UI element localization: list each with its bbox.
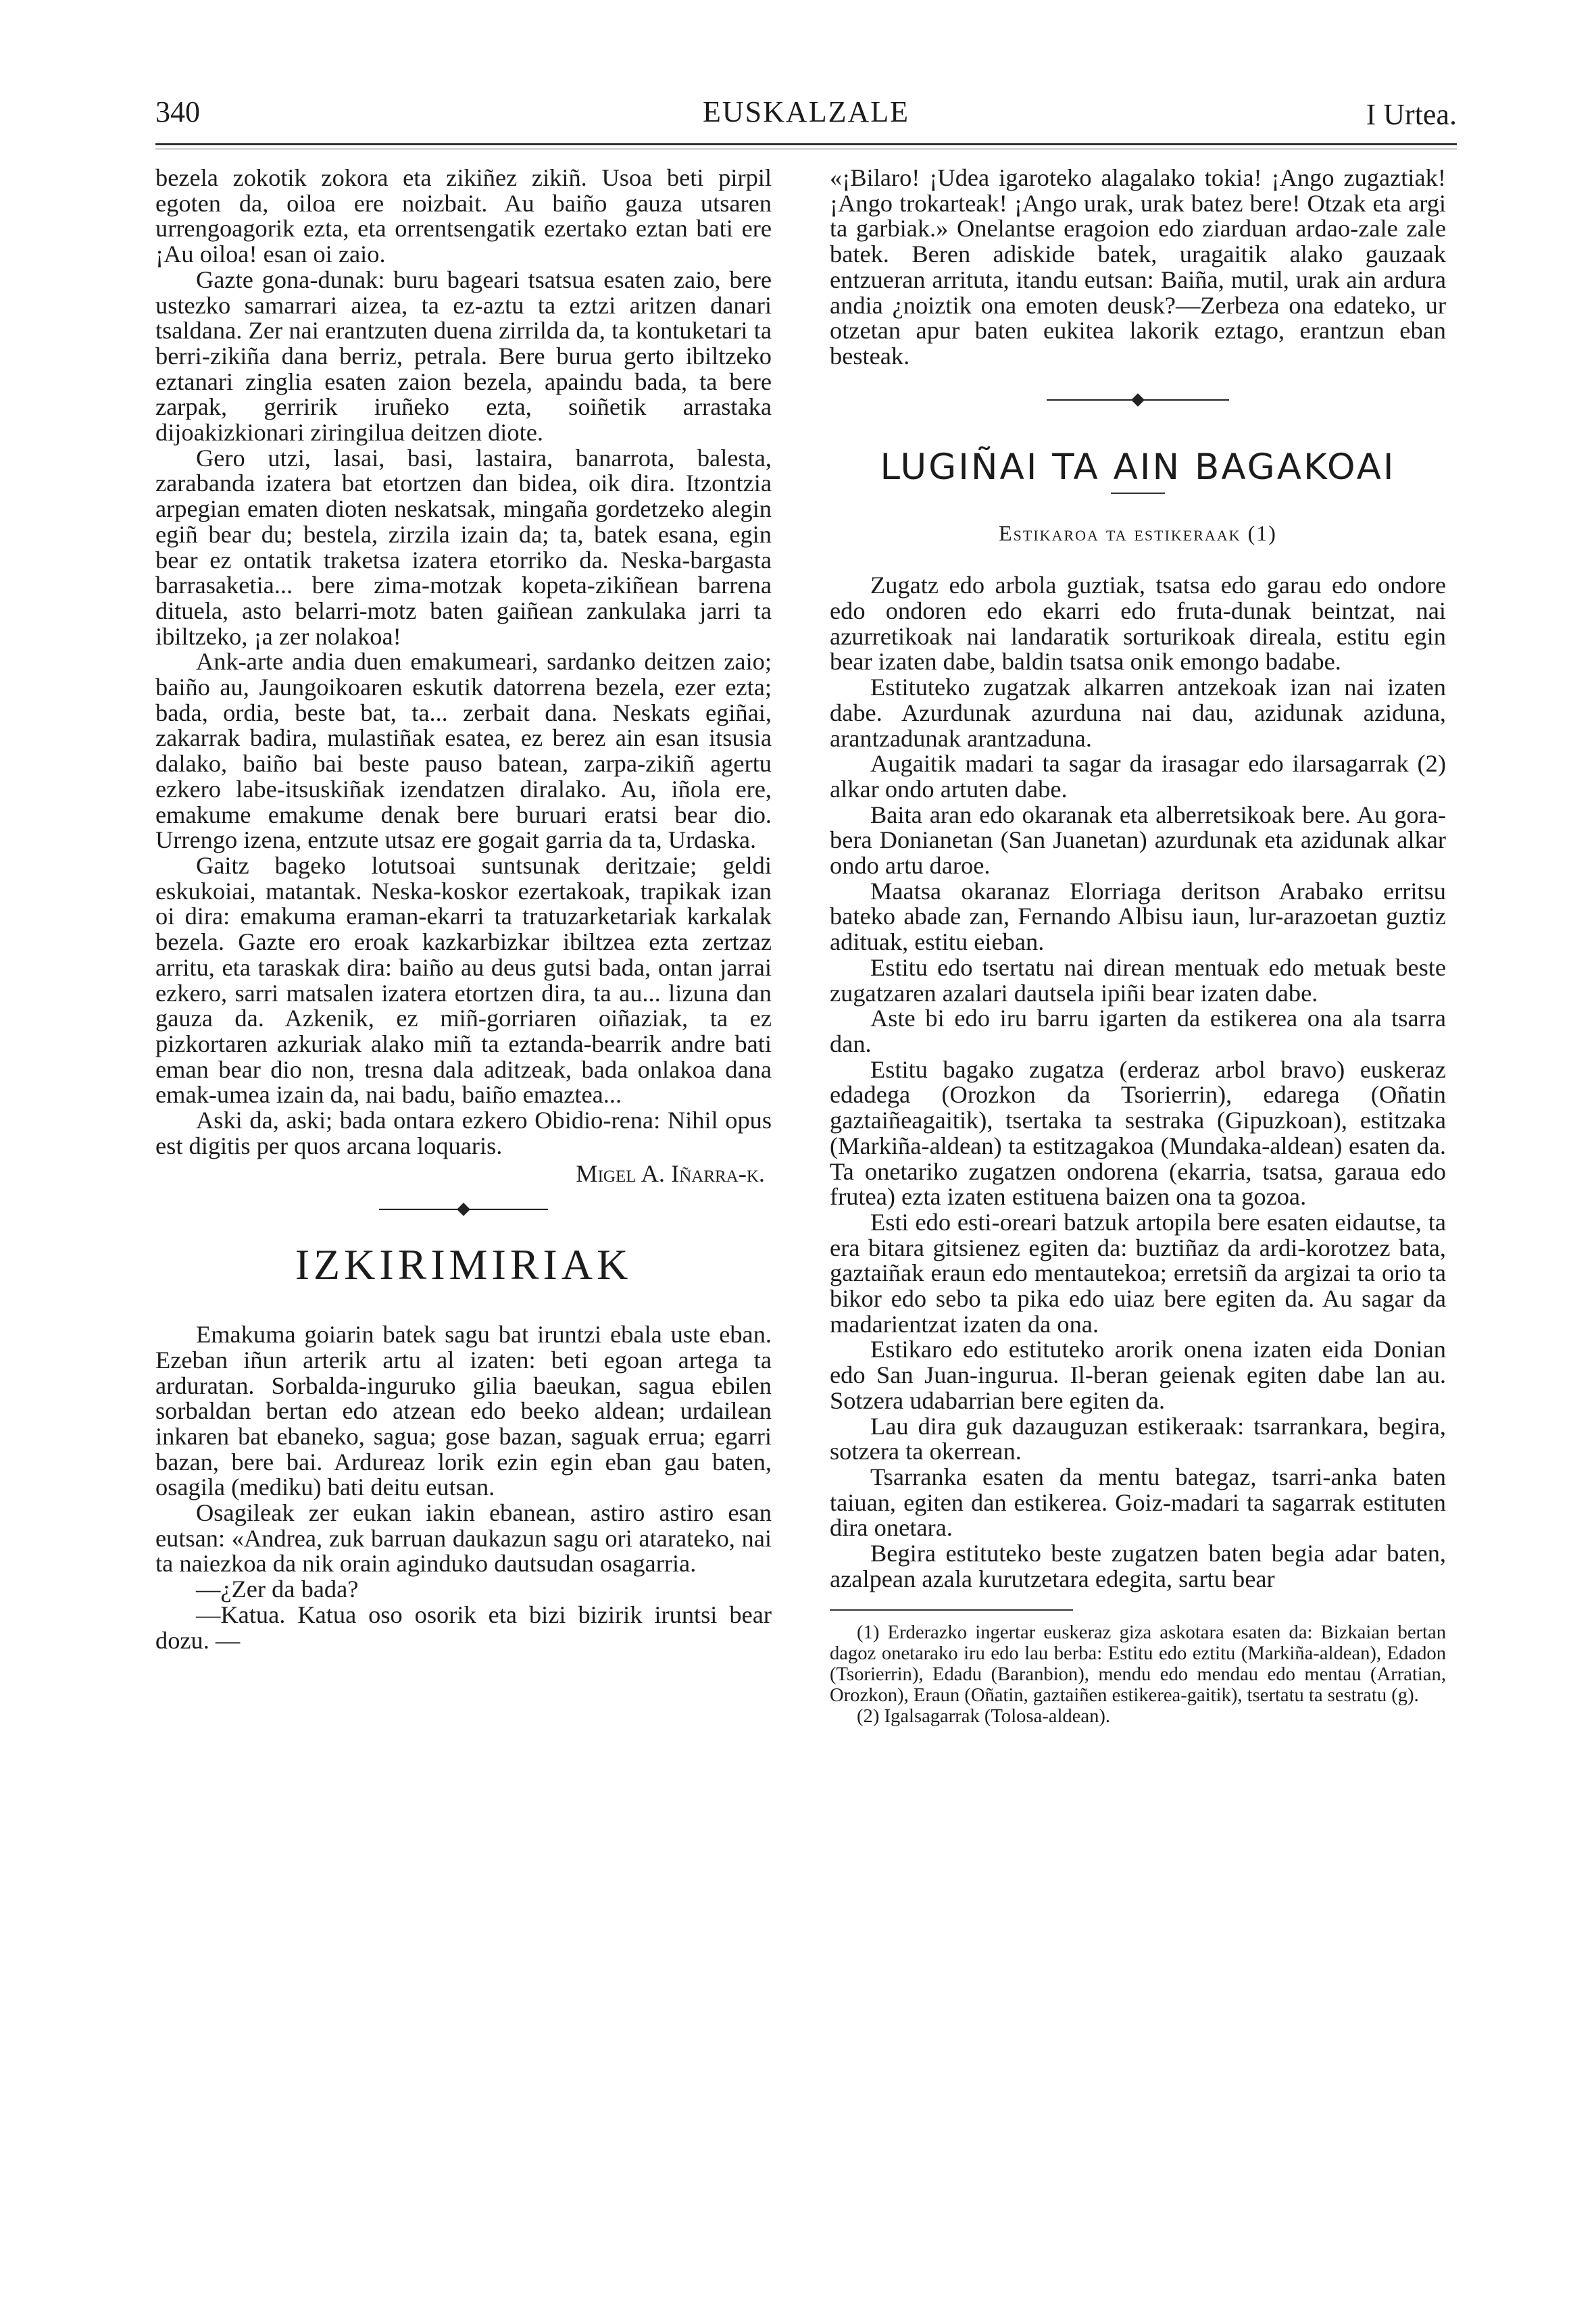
paragraph: —Katua. Katua oso osorik eta bizi bizirik iruntsi bear dozu. — — [155, 1601, 772, 1654]
paragraph: Tsarranka esaten da mentu bategaz, tsarri-anka baten taiuan, egiten dan estikerea. Goiz-madari ta sagarrak estituten dira onetara. — [830, 1463, 1446, 1542]
section-separator — [830, 370, 1446, 430]
paragraph: Emakuma goiarin batek sagu bat iruntzi ebala uste eban. Ezeban iñun arterik artu al izaten: beti egoan artega ta arduratan. Sorbalda-inguruko gilia baeukan, sagua ebilen sorbaldan bertan edo atzean edo beeko aldean; urdailean inkaren bat ebaneko, sagua; gose bazan, saguak errua; egarri bazan, bere bai. Ardureaz lorik ezin egin eban gau baten, osagila (mediku) bati deitu eutsan. — [155, 1321, 772, 1501]
paragraph: —¿Zer da bada? — [196, 1576, 359, 1603]
footnote: (1) Erderazko ingertar euskeraz giza askotara esaten da: Bizkaian bertan dagoz onetarako iru edo lau berba: Estitu edo eztitu (Markiña-aldean), Edadon (Tsorierrin), Edadu (Baranbion), mendu edo mendau edo mentau (Arratian, Orozkon), Eraun (Oñatin, gaztaiñen estikerea-gaitik), tsertatu ta sestratu (g). — [830, 1622, 1446, 1706]
diamond-ornament-icon — [1131, 393, 1145, 407]
paragraph: Osagileak zer eukan iakin ebanean, astiro astiro esan eutsan: «Andrea, zuk barruan daukazun sagu ori atarateko, nai ta naiezkoa da nik orain aginduko dautsudan osagarria. — [155, 1499, 772, 1578]
paragraph: Esti edo esti-oreari batzuk artopila bere esaten eidautse, ta era bitara gitsienez egiten da: buztiñaz da ardi-korotzez bata, gaztaiñak eraun edo mentautekoa; erretsiñ da argizai ta orio ta bikor edo sebo ta pika edo uiaz bere egiten da. Au sagar da madarientzat izaten da ona. — [830, 1208, 1446, 1338]
section-subheading: Estikaroa ta estikeraak (1) — [999, 520, 1277, 545]
paragraph: Gaitz bageko lotutsoai suntsunak deritzaie; geldi eskukoiai, matantak. Neska-koskor ezertakoak, trapikak izan oi dira: emakuma eraman-ekarri ta tratuzarketariak karkalak bezela. Gazte ero eroak kazkarbizkar ibiltzea ezta zertzaz arritu, eta taraskak dira: baiño au deus gutsi bada, ontan jarrai ezkero, sarri matsalen izatera etortzen dira, ta au... lizuna dan gauza da. Azkenik, ez miñ-gorriaren oiñaziak, ta ez pizkortaren azkuriak alako miñ ta eztanda-bearrik andre bati eman bear dio non, tresna dala aditzeak, bada onlakoa dana emak-umea izain da, nai badu, baiño emaztea... — [155, 851, 772, 1109]
author-signature: Migel A. Iñarra-k. — [576, 1160, 765, 1188]
footnote-rule — [830, 1609, 1073, 1611]
paragraph: Gazte gona-dunak: buru bageari tsatsua esaten zaio, bere ustezko samarrari aizea, ta ez-aztu ta eztzi aritzen danari tsaldana. Zer nai erantzuten duena zirrilda da, ta kontuketari ta berri-zikiña dana berriz, petrala. Bere burua gerto ibiltzeko eztanari zinglia esaten zaion bezela, apaindu bada, ta bere zarpak, gerririk iruñeko ezta, soiñetik arrastaka dijoakizkionari ziringilua deitzen diote. — [155, 266, 772, 447]
paragraph: Aste bi edo iru barru igarten da estikerea ona ala tsarra dan. — [830, 1005, 1446, 1057]
paragraph: Augaitik madari ta sagar da irasagar edo ilarsagarrak (2) alkar ondo artuten dabe. — [830, 750, 1446, 803]
header-rule — [155, 143, 1457, 145]
paragraph: Estituteko zugatzak alkarren antzekoak izan nai izaten dabe. Azurdunak azurduna nai dau, azidunak aziduna, arantzadunak arantzaduna. — [830, 674, 1446, 752]
paragraph: Baita aran edo okaranak eta alberretsikoak bere. Au gora-bera Donianetan (San Juanetan) azurdunak eta azidunak alkar ondo artu daroe. — [830, 801, 1446, 880]
footnotes — [830, 1623, 1446, 1727]
section-title-luginai: LUGIÑAI TA AIN BAGAKOAI — [880, 446, 1396, 488]
paragraph: bezela zokotik zokora eta zikiñez zikiñ. Usoa beti pirpil egoten da, oiloa ere noizbait. Au baiño gauza utsaren urrengoagorik ezta, eta orrentsengatik ezertako eztan bati ere ¡Au oiloa! esan oi zaio. — [155, 164, 772, 268]
paragraph: Estitu edo tsertatu nai direan mentuak edo metuak beste zugatzaren azalari dautsela ipiñi bear izaten dabe. — [830, 953, 1446, 1007]
paragraph: Lau dira guk dazauguzan estikeraak: tsarrankara, begira, sotzera ta okerrean. — [830, 1412, 1446, 1465]
footnote: (2) Igalsagarrak (Tolosa-aldean). — [857, 1705, 1111, 1727]
paragraph: Estikaro edo estituteko arorik onena izaten eida Donian edo San Juan-ingurua. Il-beran geienak egiten dabe lan au. Sotzera udabarrian bere egiten da. — [830, 1336, 1446, 1414]
diamond-ornament-icon — [457, 1203, 470, 1216]
left-column — [155, 166, 772, 1653]
paragraph: Estitu bagako zugatza (erderaz arbol bravo) euskeraz edadega (Orozkon da Tsorierrin), edarega (Oñatin gaztaiñeagaitik), tsertaka ta sestraka (Gipuzkoan), estitzaka (Markiña-aldean) ta estitzagakoa (Mundaka-aldean) esaten da. Ta onetariko zugatzen ondorena (ekarria, tsatsa, garaua edo frutea) ezta izaten estituena baizen ona ta gozoa. — [830, 1055, 1446, 1211]
paragraph: Gero utzi, lasai, basi, lastaira, banarrota, balesta, zarabanda izatera bat etortzen dan bidea, oik dira. Itzontzia arpegian ematen dioten neskatsak, mingaña gordetzeko alegin egiñ bear du; bestela, zirzila izain da; ta, batek esana, egin bear ez ontatik traketsa izatera etorriko da. Neska-bargasta barrasaketia... bere zima-motzak kopeta-zikiñean barrena dituela, asto belarri-motz baten gaiñean zankulaka jarri ta ibiltzeko, ¡a zer nolakoa! — [155, 444, 772, 650]
paragraph: Maatsa okaranaz Elorriaga deritson Arabako erritsu bateko abade zan, Fernando Albisu iaun, lur-arazoetan guztiz adituak, estitu eieban. — [830, 877, 1446, 956]
paragraph: Ank-arte andia duen emakumeari, sardanko deitzen zaio; baiño au, Jaungoikoaren eskutik datorrena bezela, ezer ezta; bada, ordia, beste bat, ta... zerbait dana. Neskats egiñai, zakarrak badira, mulastiñak esatea, ez berez ain esan itsusia dalako, baiño bai beste pauso batean, zarpa-zikiñ agertu ezkero labe-itsuskiñak izendatzen diralako. Au, iñola ere, emakume emakume denak bere buruari eratsi bear dio. Urrengo izena, entzute utsaz ere gogait garria da ta, Urdaska. — [155, 648, 772, 854]
section-title-izkirimiriak: IZKIRIMIRIAK — [295, 1240, 632, 1289]
paragraph: «¡Bilaro! ¡Udea igaroteko alagalako tokia! ¡Ango zugaztiak! ¡Ango trokarteak! ¡Ango urak, urak batez bere! Otzak eta argi ta garbiak.» Onelantse eragoion edo ziarduan ardao-zale zale batek. Beren adiskide batek, uragaitik alako gauzaak entzueran arrituta, itandu eutsan: Baiña, mutil, urak ain ardura andia ¿noiztik ona emoten deusk?—Zerbeza ona edateko, ur otzetan apur baten eukitea lakorik eztago, erantzun eban besteak. — [830, 164, 1446, 370]
right-column — [830, 166, 1446, 1727]
title-underline — [1111, 493, 1165, 494]
page-header — [155, 95, 1457, 142]
section-separator — [155, 1187, 772, 1232]
journal-title: EUSKALZALE — [703, 95, 909, 128]
paragraph: Zugatz edo arbola guztiak, tsatsa edo garau edo ondore edo ondoren edo ekarri edo fruta-dunak beintzat, nai azurretikoak nai landaratik sorturikoak direala, estitu egin bear izaten dabe, baldin tsatsa onik emongo badabe. — [830, 572, 1446, 676]
volume-label: I Urtea. — [1366, 98, 1457, 131]
page-number: 340 — [155, 95, 200, 128]
paragraph: Begira estituteko beste zugatzen baten begia adar baten, azalpean azala kurutzetara edegita, sartu bear — [830, 1540, 1446, 1592]
paragraph: Aski da, aski; bada ontara ezkero Obidio-rena: Nihil opus est digitis per quos arcana loquaris. — [155, 1107, 772, 1159]
